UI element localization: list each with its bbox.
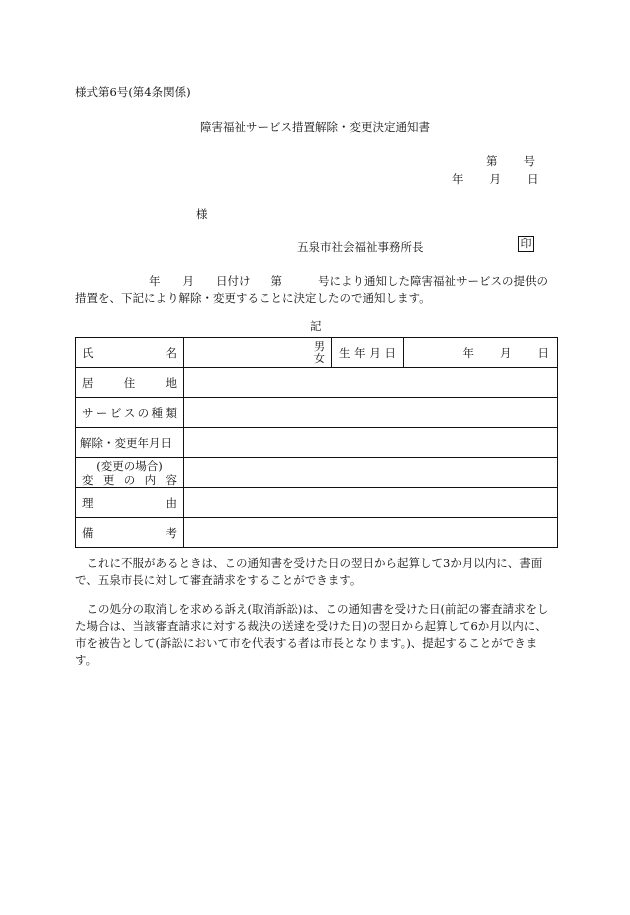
name-label: 氏 名 xyxy=(76,338,184,368)
notice-paragraph xyxy=(75,273,557,307)
seal-mark: 印 xyxy=(518,236,534,252)
notice-year: 年 xyxy=(149,274,161,288)
notice-dai: 第 xyxy=(270,274,282,288)
table-row-reason xyxy=(76,488,558,518)
name-cell[interactable] xyxy=(184,338,332,368)
remarks-label: 備 考 xyxy=(76,518,184,548)
record-table xyxy=(75,337,558,548)
notice-body: 号により通知した障害福祉サービスの提供の措置を、下記により解除・変更することに決定したので通知します。 xyxy=(75,274,548,305)
change-content-label: (変更の場合) 変 更 の 内 容 xyxy=(76,458,184,488)
table-row-service xyxy=(76,398,558,428)
service-type-cell[interactable] xyxy=(184,398,558,428)
sex-indicator: 男 女 xyxy=(314,339,325,365)
reason-label: 理 由 xyxy=(76,488,184,518)
table-row-address xyxy=(76,368,558,398)
appeal-notice-2: この処分の取消しを求める訴え(取消訴訟)は、この通知書を受けた日(前記の審査請求をした場合は、当該審査請求に対する裁決の送達を受けた日)の翌日から起算して6か月以内に、市を被告として(訴訟において市を代表する者は市長となります。)、提起することができます。 xyxy=(75,602,549,667)
document-date xyxy=(452,171,539,187)
doc-date-day: 日 xyxy=(527,172,539,186)
doc-date-year: 年 xyxy=(452,172,464,186)
service-type-label: サ ー ビ ス の 種 類 xyxy=(76,398,184,428)
address-cell[interactable] xyxy=(184,368,558,398)
form-number: 様式第6号(第4条関係) xyxy=(75,85,191,99)
reason-cell[interactable] xyxy=(184,488,558,518)
issuer-name: 五泉市社会福祉事務所長 xyxy=(297,240,424,254)
change-date-cell[interactable] xyxy=(184,428,558,458)
address-label: 居 住 地 xyxy=(76,368,184,398)
change-content-cell[interactable] xyxy=(184,458,558,488)
table-row-date xyxy=(76,428,558,458)
doc-date-month: 月 xyxy=(489,172,501,186)
birth-label: 生 年 月 日 xyxy=(332,338,404,368)
doc-no-dai: 第 xyxy=(486,154,498,168)
change-date-label: 解除・変更年月日 xyxy=(76,428,184,458)
remarks-cell[interactable] xyxy=(184,518,558,548)
notice-day-dated: 日付け xyxy=(216,274,251,288)
ki-heading: 記 xyxy=(310,319,322,333)
table-row-change xyxy=(76,458,558,488)
appeal-notice-1: これに不服があるときは、この通知書を受けた日の翌日から起算して3か月以内に、書面で、五泉市長に対して審査請求をすることができます。 xyxy=(75,556,543,587)
doc-no-go: 号 xyxy=(523,154,535,168)
table-row-name xyxy=(76,338,558,368)
table-row-remarks xyxy=(76,518,558,548)
notice-month: 月 xyxy=(182,274,194,288)
birth-value[interactable]: 年 月 日 xyxy=(404,338,558,368)
document-title: 障害福祉サービス措置解除・変更決定通知書 xyxy=(200,120,430,134)
addressee-suffix: 様 xyxy=(196,207,208,221)
document-number xyxy=(486,153,535,169)
